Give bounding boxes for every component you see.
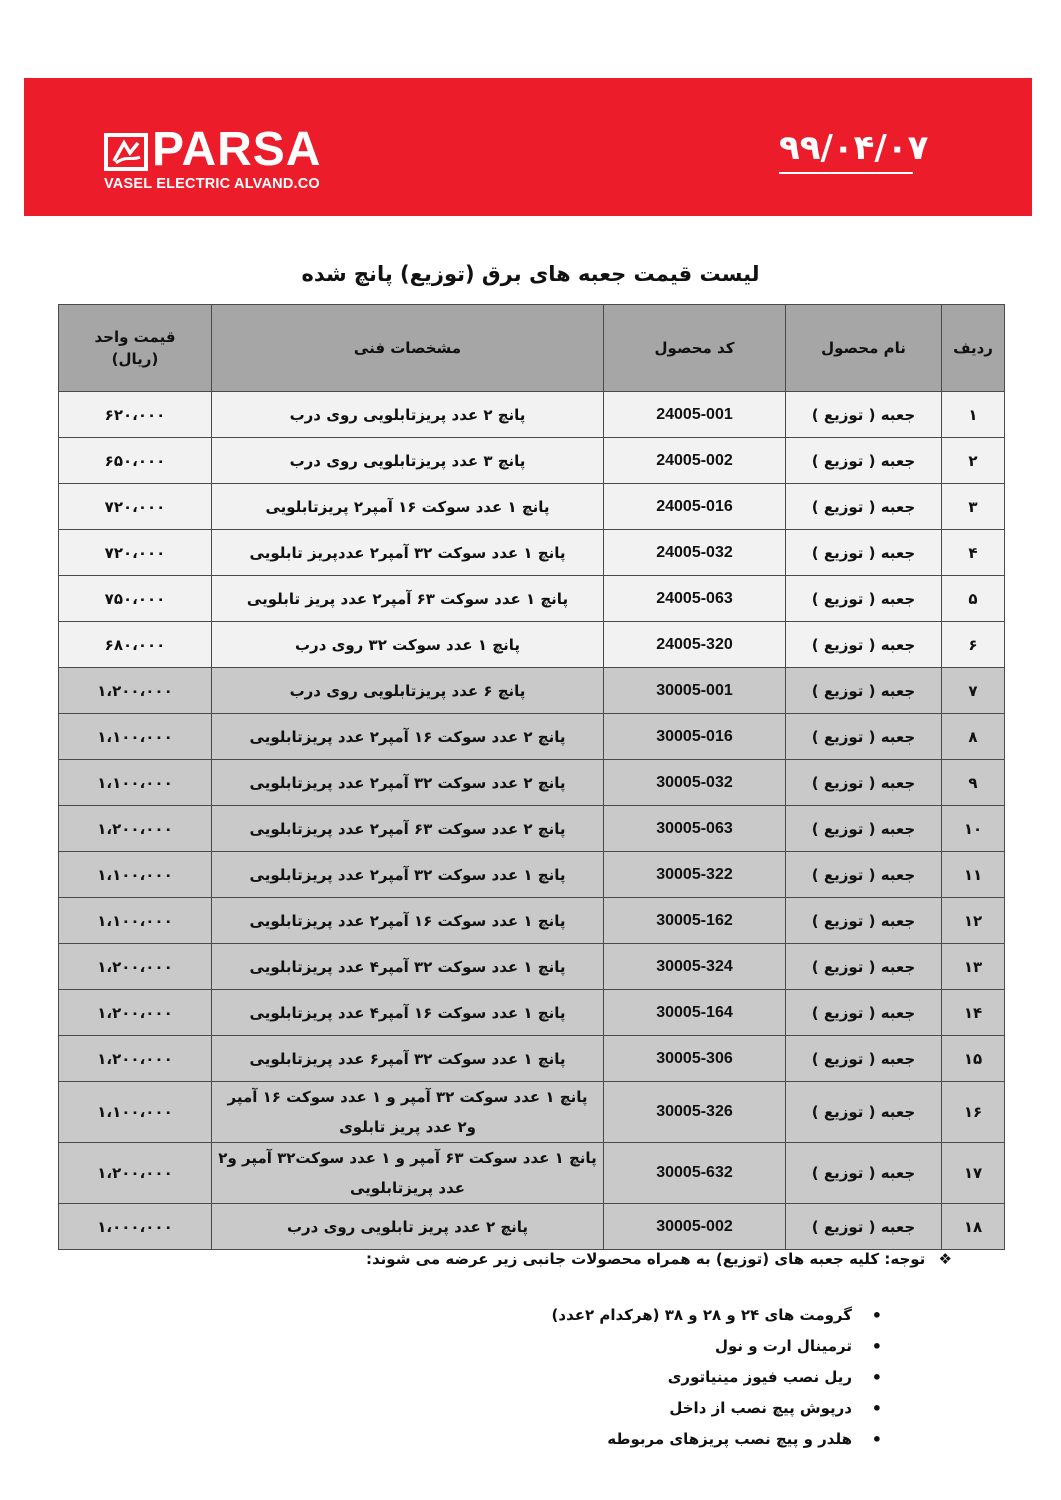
company-logo (104, 123, 364, 199)
cell-unit-price: ۶۸۰،۰۰۰ (59, 622, 212, 668)
bullet-icon: • (871, 1368, 882, 1387)
cell-row-number: ۱۱ (942, 852, 1005, 898)
cell-product-code: 24005-001 (604, 392, 786, 438)
cell-product-code: 24005-320 (604, 622, 786, 668)
cell-product-code: 30005-632 (604, 1143, 786, 1204)
cell-row-number: ۴ (942, 530, 1005, 576)
cell-row-number: ۷ (942, 668, 1005, 714)
header-price-unit: (ریال) (111, 350, 159, 368)
cell-row-number: ۹ (942, 760, 1005, 806)
accessory-text: درپوش پیچ نصب از داخل (669, 1399, 852, 1417)
cell-specification: پانچ ۱ عدد سوکت ۳۲ آمپر۶ عدد پریزتابلویی (212, 1036, 604, 1082)
list-item (200, 1424, 882, 1455)
cell-row-number: ۱ (942, 392, 1005, 438)
table-row (59, 806, 1005, 852)
cell-unit-price: ۱،۱۰۰،۰۰۰ (59, 714, 212, 760)
bullet-icon: • (871, 1430, 882, 1449)
price-list-date: ۹۹/۰۴/۰۷ (779, 126, 913, 174)
cell-row-number: ۱۷ (942, 1143, 1005, 1204)
cell-product-code: 30005-162 (604, 898, 786, 944)
cell-product-name: جعبه ( توزیع ) (786, 714, 942, 760)
cell-specification: پانچ ۲ عدد سوکت ۱۶ آمپر۲ عدد پریزتابلویی (212, 714, 604, 760)
note-text: توجه: کلیه جعبه های (توزیع) به همراه محصولات جانبی زیر عرضه می شوند: (366, 1250, 926, 1268)
table-row (59, 714, 1005, 760)
cell-product-code: 30005-306 (604, 1036, 786, 1082)
cell-specification: پانچ ۶ عدد پریزتابلویی روی درب (212, 668, 604, 714)
cell-product-code: 30005-016 (604, 714, 786, 760)
cell-unit-price: ۱،۰۰۰،۰۰۰ (59, 1204, 212, 1250)
cell-product-code: 30005-326 (604, 1082, 786, 1143)
cell-row-number: ۵ (942, 576, 1005, 622)
header-banner (24, 78, 1032, 216)
cell-product-name: جعبه ( توزیع ) (786, 438, 942, 484)
cell-row-number: ۱۳ (942, 944, 1005, 990)
cell-specification: پانچ ۱ عدد سوکت ۳۲ روی درب (212, 622, 604, 668)
cell-product-name: جعبه ( توزیع ) (786, 668, 942, 714)
cell-product-name: جعبه ( توزیع ) (786, 852, 942, 898)
cell-unit-price: ۶۵۰،۰۰۰ (59, 438, 212, 484)
brand-name: PARSA (152, 123, 322, 176)
cell-row-number: ۲ (942, 438, 1005, 484)
cell-product-name: جعبه ( توزیع ) (786, 1082, 942, 1143)
table-row (59, 1204, 1005, 1250)
cell-product-code: 30005-063 (604, 806, 786, 852)
cell-unit-price: ۱،۲۰۰،۰۰۰ (59, 944, 212, 990)
cell-unit-price: ۱،۲۰۰،۰۰۰ (59, 990, 212, 1036)
cell-row-number: ۱۴ (942, 990, 1005, 1036)
cell-unit-price: ۱،۱۰۰،۰۰۰ (59, 1082, 212, 1143)
cell-product-code: 24005-016 (604, 484, 786, 530)
cell-specification: پانچ ۳ عدد پریزتابلویی روی درب (212, 438, 604, 484)
cell-specification: پانچ ۱ عدد سوکت ۱۶ آمپر۴ عدد پریزتابلویی (212, 990, 604, 1036)
cell-specification: پانچ ۲ عدد پریزتابلویی روی درب (212, 392, 604, 438)
header-product-name: نام محصول (786, 305, 942, 392)
cell-product-name: جعبه ( توزیع ) (786, 1204, 942, 1250)
cell-specification: پانچ ۱ عدد سوکت ۳۲ آمپر و ۱ عدد سوکت ۱۶ آمپر و۲ عدد پریز تابلوی (212, 1082, 604, 1143)
table-row (59, 392, 1005, 438)
table-row (59, 1082, 1005, 1143)
cell-product-name: جعبه ( توزیع ) (786, 1143, 942, 1204)
cell-product-code: 30005-002 (604, 1204, 786, 1250)
cell-unit-price: ۱،۱۰۰،۰۰۰ (59, 852, 212, 898)
cell-unit-price: ۱،۱۰۰،۰۰۰ (59, 760, 212, 806)
cell-specification: پانچ ۱ عدد سوکت ۳۲ آمپر۴ عدد پریزتابلویی (212, 944, 604, 990)
table-row (59, 852, 1005, 898)
cell-unit-price: ۷۲۰،۰۰۰ (59, 484, 212, 530)
list-item (200, 1393, 882, 1424)
cell-unit-price: ۱،۱۰۰،۰۰۰ (59, 898, 212, 944)
list-item (200, 1300, 882, 1331)
cell-product-name: جعبه ( توزیع ) (786, 944, 942, 990)
table-header-row (59, 305, 1005, 392)
table-row (59, 484, 1005, 530)
price-table (58, 304, 1005, 1250)
cell-product-name: جعبه ( توزیع ) (786, 622, 942, 668)
cell-row-number: ۸ (942, 714, 1005, 760)
header-row-number: ردیف (942, 305, 1005, 392)
list-item (200, 1331, 882, 1362)
accessory-text: ترمینال ارت و نول (714, 1337, 852, 1355)
page-title: لیست قیمت جعبه های برق (توزیع) پانچ شده (301, 262, 760, 286)
accessories-list (200, 1300, 882, 1455)
note (60, 1250, 952, 1268)
cell-row-number: ۱۸ (942, 1204, 1005, 1250)
cell-specification: پانچ ۱ عدد سوکت ۶۳ آمپر۲ عدد پریز تابلویی (212, 576, 604, 622)
cell-product-code: 30005-164 (604, 990, 786, 1036)
table-row (59, 760, 1005, 806)
cell-product-name: جعبه ( توزیع ) (786, 1036, 942, 1082)
cell-unit-price: ۱،۲۰۰،۰۰۰ (59, 1143, 212, 1204)
cell-product-name: جعبه ( توزیع ) (786, 392, 942, 438)
cell-row-number: ۱۰ (942, 806, 1005, 852)
cell-product-name: جعبه ( توزیع ) (786, 898, 942, 944)
cell-product-code: 30005-324 (604, 944, 786, 990)
header-specification: مشخصات فنی (212, 305, 604, 392)
table-row (59, 898, 1005, 944)
table-row (59, 622, 1005, 668)
cell-unit-price: ۶۲۰،۰۰۰ (59, 392, 212, 438)
table-row (59, 530, 1005, 576)
note-marker-icon: ❖ (938, 1250, 952, 1268)
table-row (59, 668, 1005, 714)
cell-product-name: جعبه ( توزیع ) (786, 806, 942, 852)
parsa-logo-icon (104, 133, 148, 171)
cell-unit-price: ۱،۲۰۰،۰۰۰ (59, 806, 212, 852)
cell-row-number: ۳ (942, 484, 1005, 530)
cell-specification: پانچ ۱ عدد سوکت ۳۲ آمپر۲ عددپریز تابلویی (212, 530, 604, 576)
cell-product-name: جعبه ( توزیع ) (786, 990, 942, 1036)
list-item (200, 1362, 882, 1393)
cell-specification: پانچ ۱ عدد سوکت ۶۳ آمپر و ۱ عدد سوکت۳۲ آمپر و۲ عدد پریزتابلویی (212, 1143, 604, 1204)
cell-unit-price: ۷۵۰،۰۰۰ (59, 576, 212, 622)
accessory-text: هلدر و پیچ نصب پریزهای مربوطه (607, 1430, 852, 1448)
cell-unit-price: ۱،۲۰۰،۰۰۰ (59, 1036, 212, 1082)
cell-row-number: ۱۵ (942, 1036, 1005, 1082)
table-row (59, 944, 1005, 990)
table-row (59, 1036, 1005, 1082)
cell-product-code: 24005-002 (604, 438, 786, 484)
header-product-code: کد محصول (604, 305, 786, 392)
cell-product-name: جعبه ( توزیع ) (786, 530, 942, 576)
cell-specification: پانچ ۱ عدد سوکت ۳۲ آمپر۲ عدد پریزتابلویی (212, 852, 604, 898)
cell-unit-price: ۱،۲۰۰،۰۰۰ (59, 668, 212, 714)
cell-product-name: جعبه ( توزیع ) (786, 760, 942, 806)
bullet-icon: • (871, 1399, 882, 1418)
table-row (59, 438, 1005, 484)
cell-unit-price: ۷۲۰،۰۰۰ (59, 530, 212, 576)
accessory-text: گرومت های ۲۴ و ۲۸ و ۳۸ (هرکدام ۲عدد) (551, 1306, 852, 1324)
cell-row-number: ۱۶ (942, 1082, 1005, 1143)
cell-row-number: ۶ (942, 622, 1005, 668)
accessory-text: ریل نصب فیوز مینیاتوری (667, 1368, 852, 1386)
header-unit-price-label: قیمت واحد (94, 328, 176, 346)
table-row (59, 990, 1005, 1036)
header-unit-price (59, 305, 212, 392)
cell-product-name: جعبه ( توزیع ) (786, 484, 942, 530)
cell-specification: پانچ ۱ عدد سوکت ۱۶ آمپر۲ عدد پریزتابلویی (212, 898, 604, 944)
cell-product-code: 30005-001 (604, 668, 786, 714)
bullet-icon: • (871, 1337, 882, 1356)
table-row (59, 576, 1005, 622)
cell-product-code: 24005-063 (604, 576, 786, 622)
cell-specification: پانچ ۲ عدد سوکت ۳۲ آمپر۲ عدد پریزتابلویی (212, 760, 604, 806)
table-row (59, 1143, 1005, 1204)
cell-product-code: 24005-032 (604, 530, 786, 576)
cell-row-number: ۱۲ (942, 898, 1005, 944)
bullet-icon: • (871, 1306, 882, 1325)
cell-specification: پانچ ۲ عدد سوکت ۶۳ آمپر۲ عدد پریزتابلویی (212, 806, 604, 852)
cell-product-code: 30005-032 (604, 760, 786, 806)
cell-product-name: جعبه ( توزیع ) (786, 576, 942, 622)
brand-subtitle: VASEL ELECTRIC ALVAND.CO (104, 176, 320, 192)
cell-specification: پانچ ۲ عدد پریز تابلویی روی درب (212, 1204, 604, 1250)
cell-specification: پانچ ۱ عدد سوکت ۱۶ آمپر۲ پریزتابلویی (212, 484, 604, 530)
cell-product-code: 30005-322 (604, 852, 786, 898)
